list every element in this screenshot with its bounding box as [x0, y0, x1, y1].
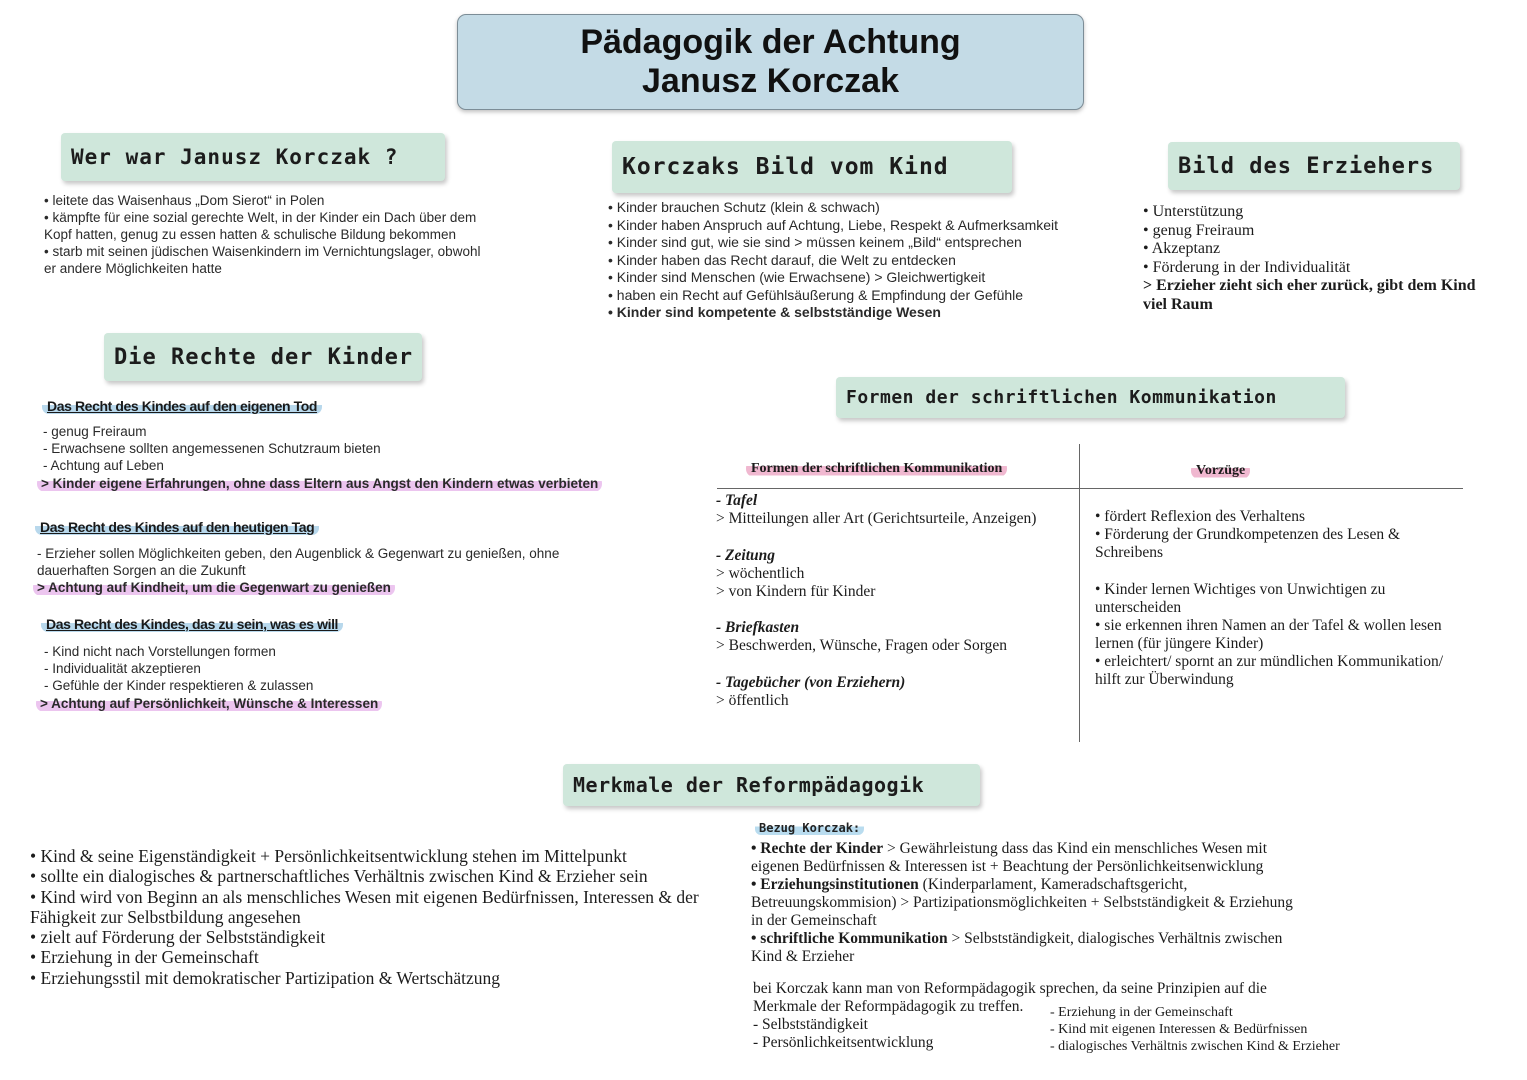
recht-3-line: - Individualität akzeptieren [44, 661, 201, 676]
formen-item-name: - Tagebücher (von Erziehern) [716, 673, 906, 691]
vorzug-line: • sie erkennen ihren Namen an der Tafel & wollen lesen [1095, 616, 1442, 634]
bezug-line: Betreuungskommision) > Partizipationsmöglichkeiten + Selbstständigkeit & Erziehung [751, 894, 1293, 911]
bezug-line: eigenen Bedürfnissen & Interessen ist + Beachtung der Persönlichkeitsenwicklung [751, 858, 1264, 875]
formen-item-desc: > Beschwerden, Wünsche, Fragen oder Sorgen [716, 637, 1007, 655]
erzieher-bold-line: > Erzieher zieht sich eher zurück, gibt dem Kind [1143, 277, 1476, 295]
reform-merkmal: • Erziehung in der Gemeinschaft [30, 947, 259, 968]
table-header-divider [717, 488, 1463, 489]
formen-list [716, 492, 1076, 710]
fazit-line: bei Korczak kann man von Reformpädagogik sprechen, da seine Prinzipien auf die [753, 980, 1267, 997]
recht-2-summary: > Achtung auf Kindheit, um die Gegenwart zu genießen [33, 579, 395, 596]
recht-3-title: Das Recht des Kindes, das zu sein, was es will [41, 616, 343, 632]
vorzug-line: Schreibens [1095, 544, 1164, 561]
vorzug-line: hilft zur Überwindung [1095, 670, 1234, 688]
formen-item-desc: > öffentlich [716, 691, 789, 709]
recht-3-text [44, 643, 604, 694]
formen-item-desc: > Mitteilungen aller Art (Gerichtsurteile, Anzeigen) [716, 510, 1037, 527]
recht-1-text [43, 423, 603, 474]
wer-line: • starb mit seinen jüdischen Waisenkindern im Vernichtungslager, obwohl [44, 244, 481, 259]
erzieher-bold-line: viel Raum [1143, 295, 1213, 313]
erzieher-text [1143, 203, 1513, 315]
vorzug-line: • Kinder lernen Wichtiges von Unwichtigen zu [1095, 580, 1386, 598]
wer-line: er andere Möglichkeiten hatte [44, 261, 222, 276]
title-line-1: Pädagogik der Achtung [580, 23, 961, 61]
erzieher-heading: Bild des Erziehers [1168, 142, 1460, 190]
vorzug-line: • Förderung der Grundkompetenzen des Lesen & [1095, 526, 1401, 543]
bild-kind-line: • haben ein Recht auf Gefühlsäußerung & Empfindung der Gefühle [608, 286, 1024, 303]
erzieher-line: • Förderung in der Individualität [1143, 258, 1351, 276]
vorzug-line: • fördert Reflexion des Verhaltens [1095, 508, 1306, 525]
erzieher-line: • genug Freiraum [1143, 221, 1255, 239]
bezug-line [751, 876, 1331, 894]
formen-col2-header: Vorzüge [1191, 462, 1250, 479]
recht-2-title: Das Recht des Kindes auf den heutigen Tag [35, 519, 319, 535]
fazit-right-list [1050, 1004, 1380, 1055]
bild-kind-heading: Korczaks Bild vom Kind [612, 141, 1012, 193]
fazit-right-item: - Erziehung in der Gemeinschaft [1050, 1005, 1233, 1020]
reform-merkmal: • Erziehungsstil mit demokratischer Partizipation & Wertschätzung [30, 967, 500, 988]
vorzug-line: • erleichtert/ spornt an zur mündlichen Kommunikation/ [1095, 652, 1444, 670]
bild-kind-bold-line: • Kinder sind kompetente & selbstständige Wesen [608, 304, 941, 320]
fazit-left-item: - Selbstständigkeit [753, 1016, 868, 1033]
fazit-left-item: - Persönlichkeitsentwicklung [753, 1034, 934, 1051]
recht-3-summary: > Achtung auf Persönlichkeit, Wünsche & Interessen [36, 695, 382, 712]
bezug-2-bold: • Erziehungsinstitutionen [751, 876, 919, 893]
recht-2-line: dauerhaften Sorgen an die Zukunft [37, 563, 246, 578]
formen-heading: Formen der schriftlichen Kommunikation [836, 377, 1345, 418]
page-title [457, 14, 1084, 110]
formen-item-name: - Zeitung [716, 546, 775, 564]
bezug-3-rest: > Selbstständigkeit, dialogisches Verhältnis zwischen [947, 930, 1283, 947]
bezug-1-bold: • Rechte der Kinder [751, 840, 884, 857]
recht-1-line: - genug Freiraum [43, 424, 147, 439]
formen-col1-header: Formen der schriftlichen Kommunikation [746, 460, 1007, 477]
recht-1-line: - Achtung auf Leben [43, 458, 164, 473]
vorzug-line: lernen (für jüngere Kinder) [1095, 634, 1264, 652]
bezug-korczak-list [751, 840, 1331, 966]
wer-text [44, 192, 564, 277]
recht-2-line: - Erzieher sollen Möglichkeiten geben, den Augenblick & Gegenwart zu genießen, ohne [37, 546, 560, 561]
title-line-2: Janusz Korczak [642, 62, 899, 100]
recht-2-text [37, 545, 637, 579]
bild-kind-line: • Kinder sind gut, wie sie sind > müssen keinem „Bild“ entsprechen [608, 234, 1022, 250]
bild-kind-line: • Kinder sind Menschen (wie Erwachsene) > Gleichwertigkeit [608, 269, 986, 285]
reform-heading: Merkmale der Reformpädagogik [563, 764, 980, 806]
formen-item-name: - Tafel [716, 492, 758, 509]
bezug-1-rest: > Gewährleistung dass das Kind ein menschliches Wesen mit [883, 840, 1268, 857]
reform-merkmal: • Kind wird von Beginn an als menschliches Wesen mit eigenen Bedürfnissen, Interessen & der [30, 886, 699, 907]
reform-merkmal: • sollte ein dialogisches & partnerschaftliches Verhältnis zwischen Kind & Erzieher sein [30, 866, 648, 887]
vorzuege-list [1095, 508, 1495, 689]
erzieher-line: • Akzeptanz [1143, 240, 1221, 258]
bezug-line: Kind & Erzieher [751, 948, 855, 965]
reform-merkmal: Fähigkeit zur Selbstbildung angesehen [30, 906, 301, 927]
rechte-heading: Die Rechte der Kinder [104, 333, 422, 381]
recht-1-line: - Erwachsene sollten angemessenen Schutzraum bieten [43, 441, 381, 456]
bild-kind-line: • Kinder brauchen Schutz (klein & schwach) [608, 199, 880, 215]
bezug-line [751, 930, 1331, 948]
formen-item-name: - Briefkasten [716, 619, 800, 637]
fazit-right-item: - dialogisches Verhältnis zwischen Kind & Erzieher [1050, 1039, 1340, 1054]
recht-1-title: Das Recht des Kindes auf den eigenen Tod [42, 398, 322, 414]
formen-item-desc: > von Kindern für Kinder [716, 582, 876, 600]
vorzug-line: unterscheiden [1095, 598, 1182, 616]
fazit-line: Merkmale der Reformpädagogik zu treffen. [753, 998, 1024, 1015]
bezug-korczak-label: Bezug Korczak: [755, 821, 864, 835]
bild-kind-line: • Kinder haben Anspruch auf Achtung, Liebe, Respekt & Aufmerksamkeit [608, 216, 1059, 233]
bezug-line: in der Gemeinschaft [751, 912, 877, 929]
fazit-right-item: - Kind mit eigenen Interessen & Bedürfnissen [1050, 1022, 1308, 1037]
recht-3-line: - Kind nicht nach Vorstellungen formen [44, 644, 276, 659]
wer-line: Kopf hatten, genug zu essen hatten & schulische Bildung bekommen [44, 227, 457, 242]
bild-kind-line: • Kinder haben das Recht darauf, die Welt zu entdecken [608, 251, 956, 268]
wer-line: • leitete das Waisenhaus „Dom Sierot“ in Polen [44, 193, 325, 208]
formen-item-desc: > wöchentlich [716, 564, 805, 582]
bezug-3-bold: • schriftliche Kommunikation [751, 930, 948, 947]
reform-merkmal: • zielt auf Förderung der Selbstständigkeit [30, 927, 326, 948]
bild-kind-text [608, 199, 1088, 322]
recht-1-summary: > Kinder eigene Erfahrungen, ohne dass Eltern aus Angst den Kindern etwas verbieten [37, 475, 602, 492]
bezug-2-rest: (Kinderparlament, Kameradschaftsgericht, [918, 876, 1188, 893]
recht-3-line: - Gefühle der Kinder respektieren & zulassen [44, 678, 314, 693]
reform-merkmal: • Kind & seine Eigenständigkeit + Persönlichkeitsentwicklung stehen im Mittelpunkt [30, 846, 627, 866]
erzieher-line: • Unterstützung [1143, 203, 1244, 220]
reform-merkmale-list [30, 846, 730, 988]
bezug-line [751, 840, 1331, 858]
wer-heading: Wer war Janusz Korczak ? [61, 133, 445, 181]
wer-line: • kämpfte für eine sozial gerechte Welt, in der Kinder ein Dach über dem [44, 210, 477, 225]
